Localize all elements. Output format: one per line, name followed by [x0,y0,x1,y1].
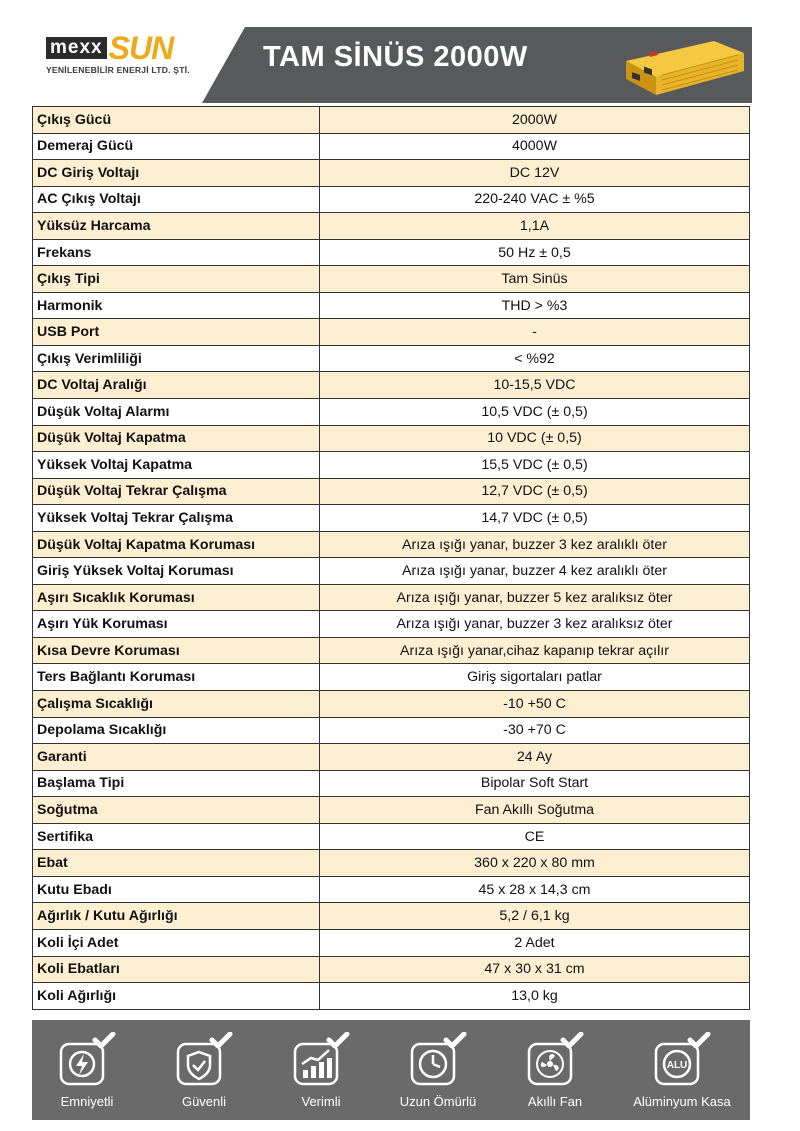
spec-label: Yüksek Voltaj Tekrar Çalışma [33,505,320,532]
spec-row [33,292,750,319]
spec-value: 2 Adet [320,929,750,956]
clock-icon [406,1032,470,1088]
spec-label: Ebat [33,850,320,877]
spec-value: THD > %3 [320,292,750,319]
spec-value: Arıza ışığı yanar,cihaz kapanıp tekrar açılır [320,637,750,664]
spec-value: 10,5 VDC (± 0,5) [320,399,750,426]
spec-value: CE [320,823,750,850]
spec-value: 24 Ay [320,744,750,771]
brand-logo [46,30,226,79]
spec-value: - [320,319,750,346]
spec-label: Harmonik [33,292,320,319]
spec-label: Demeraj Gücü [33,133,320,160]
feature-label: Alüminyum Kasa [633,1094,731,1109]
spec-value: Giriş sigortaları patlar [320,664,750,691]
spec-label: Giriş Yüksek Voltaj Koruması [33,558,320,585]
spec-row [33,823,750,850]
inverter-product-image [618,31,748,99]
spec-label: Sertifika [33,823,320,850]
brand-tagline: YENİLENEBİLİR ENERJİ LTD. ŞTİ. [46,65,190,75]
spec-label: Aşırı Yük Koruması [33,611,320,638]
spec-value: < %92 [320,345,750,372]
spec-row [33,107,750,134]
feature-label: Akıllı Fan [527,1094,583,1109]
spec-value: Bipolar Soft Start [320,770,750,797]
spec-label: Ağırlık / Kutu Ağırlığı [33,903,320,930]
spec-label: Soğutma [33,797,320,824]
spec-row [33,744,750,771]
spec-row [33,611,750,638]
spec-row [33,797,750,824]
spec-label: DC Voltaj Aralığı [33,372,320,399]
specs-table [32,106,750,1010]
spec-value: 45 x 28 x 14,3 cm [320,876,750,903]
spec-label: Koli İçi Adet [33,929,320,956]
spec-row [33,558,750,585]
spec-row [33,266,750,293]
growth-chart-icon [289,1032,353,1088]
spec-label: Düşük Voltaj Kapatma [33,425,320,452]
logo-sun: SUN [108,30,174,66]
spec-value: 12,7 VDC (± 0,5) [320,478,750,505]
spec-label: Yüksüz Harcama [33,213,320,240]
spec-value: 14,7 VDC (± 0,5) [320,505,750,532]
spec-value: 4000W [320,133,750,160]
spec-row [33,186,750,213]
feature-item [149,1032,259,1109]
spec-value: 13,0 kg [320,983,750,1010]
spec-row [33,345,750,372]
spec-label: Başlama Tipi [33,770,320,797]
spec-value: 50 Hz ± 0,5 [320,239,750,266]
spec-value: 220-240 VAC ± %5 [320,186,750,213]
feature-item [617,1032,747,1109]
spec-label: Aşırı Sıcaklık Koruması [33,584,320,611]
spec-label: Düşük Voltaj Alarmı [33,399,320,426]
spec-value: 2000W [320,107,750,134]
aluminium-badge-icon [650,1032,714,1088]
spec-label: Depolama Sıcaklığı [33,717,320,744]
spec-label: USB Port [33,319,320,346]
spec-row [33,452,750,479]
spec-value: 10 VDC (± 0,5) [320,425,750,452]
spec-value: 360 x 220 x 80 mm [320,850,750,877]
spec-value: -10 +50 C [320,691,750,718]
shield-check-icon [172,1032,236,1088]
alu-badge-text: ALU [666,1060,688,1071]
spec-value: 15,5 VDC (± 0,5) [320,452,750,479]
spec-row [33,770,750,797]
feature-item [383,1032,493,1109]
fan-icon [523,1032,587,1088]
spec-label: Yüksek Voltaj Kapatma [33,452,320,479]
shield-bolt-icon [55,1032,119,1088]
spec-row [33,664,750,691]
spec-value: Tam Sinüs [320,266,750,293]
spec-label: Garanti [33,744,320,771]
spec-value: 47 x 30 x 31 cm [320,956,750,983]
spec-label: Düşük Voltaj Tekrar Çalışma [33,478,320,505]
spec-label: Koli Ağırlığı [33,983,320,1010]
spec-value: Arıza ışığı yanar, buzzer 5 kez aralıksız öter [320,584,750,611]
spec-row [33,239,750,266]
spec-label: Çıkış Gücü [33,107,320,134]
logo-mexx: mexx [46,37,107,59]
spec-row [33,983,750,1010]
spec-row [33,160,750,187]
spec-row [33,399,750,426]
spec-row [33,903,750,930]
spec-label: DC Giriş Voltajı [33,160,320,187]
spec-row [33,531,750,558]
feature-label: Güvenli [181,1094,227,1109]
spec-label: Kutu Ebadı [33,876,320,903]
spec-row [33,850,750,877]
spec-value: DC 12V [320,160,750,187]
spec-label: Kısa Devre Koruması [33,637,320,664]
feature-item [32,1032,142,1109]
spec-label: Koli Ebatları [33,956,320,983]
page-title: TAM SİNÜS 2000W [263,41,528,73]
spec-row [33,505,750,532]
spec-label: Frekans [33,239,320,266]
spec-value: Arıza ışığı yanar, buzzer 3 kez aralıklı öter [320,531,750,558]
spec-value: 1,1A [320,213,750,240]
spec-label: Çalışma Sıcaklığı [33,691,320,718]
spec-row [33,372,750,399]
spec-row [33,876,750,903]
spec-row [33,717,750,744]
features-bar [32,1020,750,1120]
spec-value: 5,2 / 6,1 kg [320,903,750,930]
feature-item [266,1032,376,1109]
spec-value: 10-15,5 VDC [320,372,750,399]
spec-row [33,213,750,240]
spec-value: Arıza ışığı yanar, buzzer 3 kez aralıksız öter [320,611,750,638]
feature-item [500,1032,610,1109]
spec-row [33,929,750,956]
spec-row [33,691,750,718]
spec-label: Düşük Voltaj Kapatma Koruması [33,531,320,558]
spec-value: Arıza ışığı yanar, buzzer 4 kez aralıklı öter [320,558,750,585]
feature-label: Verimli [301,1094,341,1109]
spec-value: -30 +70 C [320,717,750,744]
spec-row [33,319,750,346]
feature-label: Uzun Ömürlü [399,1094,477,1109]
feature-label: Emniyetli [60,1094,114,1109]
spec-label: Çıkış Tipi [33,266,320,293]
spec-row [33,425,750,452]
spec-label: Çıkış Verimliliği [33,345,320,372]
spec-label: AC Çıkış Voltajı [33,186,320,213]
spec-row [33,478,750,505]
spec-row [33,584,750,611]
header-banner [30,27,752,103]
spec-label: Ters Bağlantı Koruması [33,664,320,691]
spec-value: Fan Akıllı Soğutma [320,797,750,824]
spec-row [33,637,750,664]
spec-row [33,133,750,160]
spec-row [33,956,750,983]
